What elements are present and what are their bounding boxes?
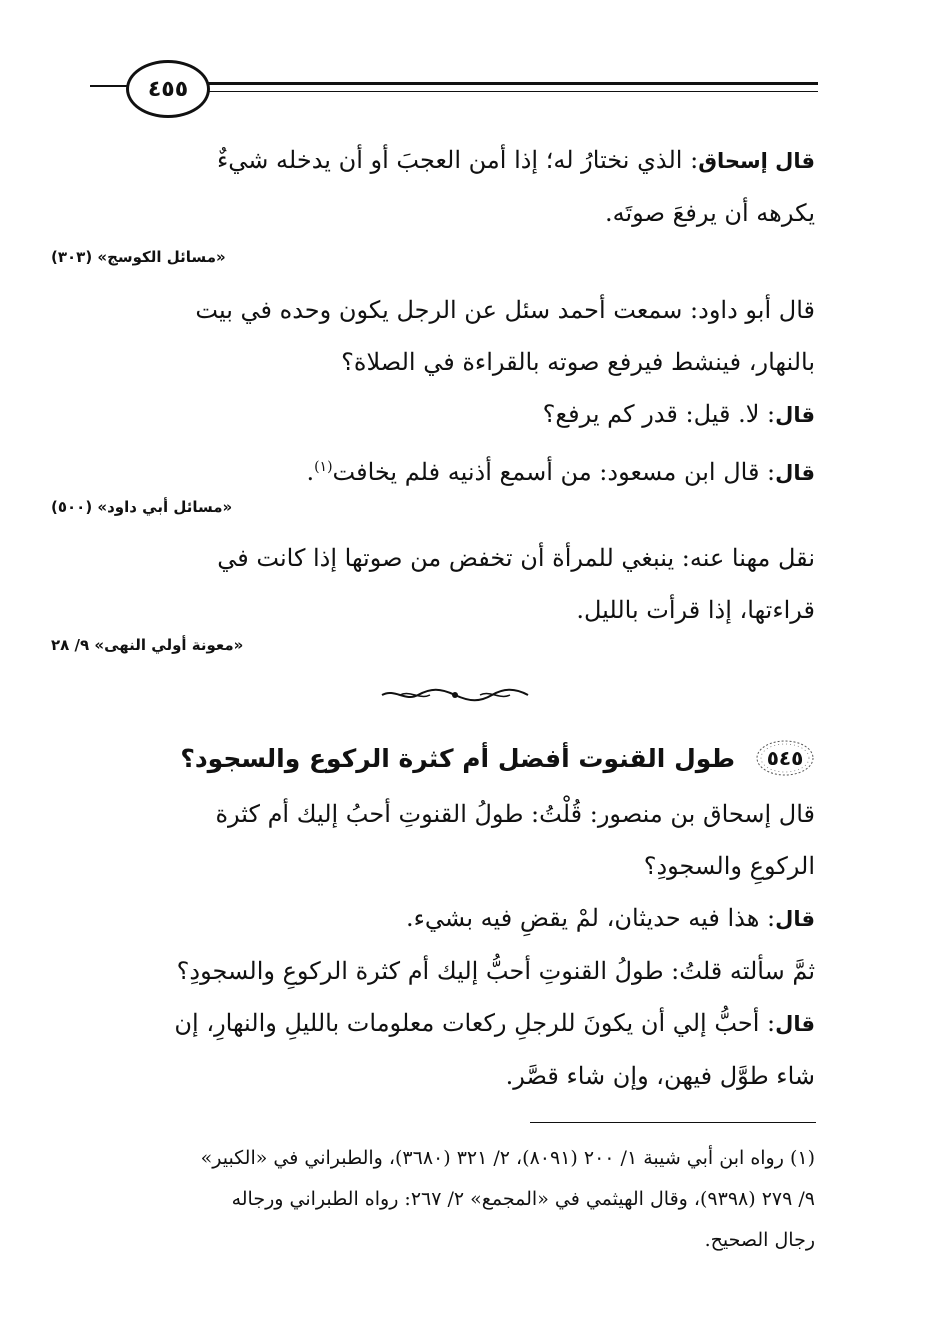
footnote-line: ٩/ ٢٧٩ (٩٣٩٨)، وقال الهيثمي في «المجمع» ٢/ ٢٦٧: رواه الطبراني ورجاله [231,1188,815,1210]
source-citation: «مسائل الكوسج» (٣٠٣) [51,248,226,266]
footnote-line: رجال الصحيح. [704,1229,815,1251]
text-line: بالنهار، فينشط فيرفع صوته بالقراءة في الصلاة؟ [341,348,815,376]
paragraph-answer [95,788,815,1102]
header-rule-thin [150,91,818,92]
text-line: قال إسحاق بن منصور: قُلْتُ: طولُ القنوتِ أحبُ إليك أم كثرة [215,800,815,828]
speaker-label: قال إسحاق [698,149,815,173]
text-line: قال: هذا فيه حديثان، لمْ يقضِ فيه بشيء. [406,904,815,932]
source-citation: «مسائل أبي داود» (٥٠٠) [51,498,233,516]
footnote-ref: (١) [314,459,333,475]
speaker-label: قال [775,461,815,485]
text-line: نقل مهنا عنه: ينبغي للمرأة أن تخفض من صوتها إذا كانت في [217,544,815,572]
text-line: قال: قال ابن مسعود: من أسمع أذنيه فلم يخافت$^{(١)}$. [306,458,815,486]
text-line: قال إسحاق: الذي نختارُ له؛ إذا أمن العجبَ أو أن يدخله شيءٌ [217,146,815,174]
text-line: قراءتها، إذا قرأت بالليل. [576,596,815,624]
text-line: قال: أحبُّ إلي أن يكونَ للرجلِ ركعات معلومات بالليلِ والنهارِ، إن [174,1009,815,1037]
text-line: شاء طوَّل فيهن، وإن شاء قصَّر. [505,1062,815,1090]
question-number: ٥٤٥ [766,746,804,770]
speaker-label: قال [775,1012,815,1036]
footnote-line: (١) رواه ابن أبي شيبة ١/ ٢٠٠ (٨٠٩١)، ٢/ ٣٢١ (٣٦٨٠)، والطبراني في «الكبير» [200,1147,815,1169]
question-number-badge [755,738,815,778]
question-title: طول القنوت أفضل أم كثرة الركوع والسجود؟ [180,743,735,773]
speaker-label: قال [775,403,815,427]
source-citation: «معونة أولي النهى» ٩/ ٢٨ [51,636,244,654]
text-line: قال: لا. قيل: قدر كم يرفع؟ [542,400,815,428]
ornament-divider [380,686,530,704]
page-number: ٤٥٥ [147,76,189,102]
paragraph-muhanna [95,532,815,636]
text-line: ثمَّ سألته قلتُ: طولُ القنوتِ أحبُّ إليك أم كثرة الركوعِ والسجودِ؟ [176,957,815,985]
footnote-rule [530,1122,816,1123]
question-heading [95,734,815,782]
paragraph-abu-dawud [95,284,815,499]
footnote [95,1138,815,1261]
page-number-badge [126,60,210,118]
text-line: قال أبو داود: سمعت أحمد سئل عن الرجل يكون وحده في بيت [195,296,815,324]
text-line: الركوعِ والسجودِ؟ [643,852,815,880]
page-header [90,58,818,114]
header-rule-thick [150,82,818,85]
text-line: يكرهه أن يرفعَ صوتَه. [605,199,815,227]
speaker-label: قال [775,907,815,931]
paragraph-ishaq [95,134,815,239]
